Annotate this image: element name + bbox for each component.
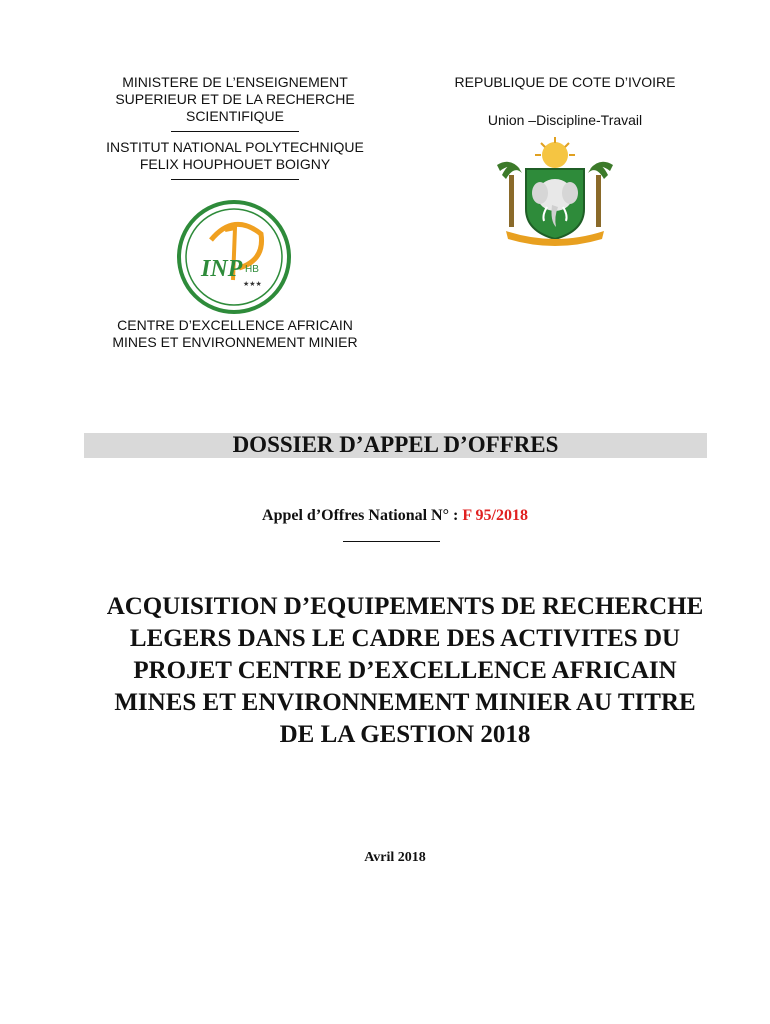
document-title: DOSSIER D’APPEL D’OFFRES — [232, 432, 559, 457]
tender-reference — [0, 507, 770, 525]
reference-label: Appel d’Offres National N° : — [262, 507, 463, 524]
institute-line: FELIX HOUPHOUET BOIGNY — [139, 156, 331, 172]
national-motto: Union –Discipline-Travail — [487, 112, 643, 128]
inp-hb-logo-icon — [175, 200, 293, 314]
centre-name — [80, 317, 390, 351]
subject-line: MINES ET ENVIRONNEMENT MINIER AU TITRE — [114, 689, 696, 716]
svg-text:★★★: ★★★ — [243, 280, 262, 288]
reference-underline — [343, 541, 440, 542]
ministry-line: SCIENTIFIQUE — [185, 108, 284, 124]
subject-line: LEGERS DANS LE CADRE DES ACTIVITES DU — [129, 625, 681, 652]
institute-line: INSTITUT NATIONAL POLYTECHNIQUE — [106, 139, 364, 155]
ministry-header — [80, 74, 390, 187]
subject-line: PROJET CENTRE D’EXCELLENCE AFRICAIN — [133, 657, 677, 684]
ministry-line: SUPERIEUR ET DE LA RECHERCHE — [115, 91, 355, 107]
inp-logo-small-text: HB — [245, 264, 259, 275]
subject-line: ACQUISITION D’EQUIPEMENTS DE RECHERCHE — [106, 593, 704, 620]
republic-header — [420, 74, 710, 129]
ministry-line: MINISTERE DE L’ENSEIGNEMENT — [122, 74, 348, 90]
tender-subject — [60, 591, 750, 751]
inp-logo-text: INP — [201, 256, 243, 282]
reference-number: F 95/2018 — [462, 507, 528, 524]
divider — [171, 179, 299, 180]
country-name: REPUBLIQUE DE COTE D’IVOIRE — [454, 74, 676, 90]
centre-line: MINES ET ENVIRONNEMENT MINIER — [112, 334, 358, 350]
subject-line: DE LA GESTION 2018 — [279, 721, 531, 748]
document-date: Avril 2018 — [364, 850, 426, 865]
centre-line: CENTRE D’EXCELLENCE AFRICAIN — [117, 317, 353, 333]
divider — [171, 131, 299, 132]
coat-of-arms-icon — [492, 135, 618, 247]
